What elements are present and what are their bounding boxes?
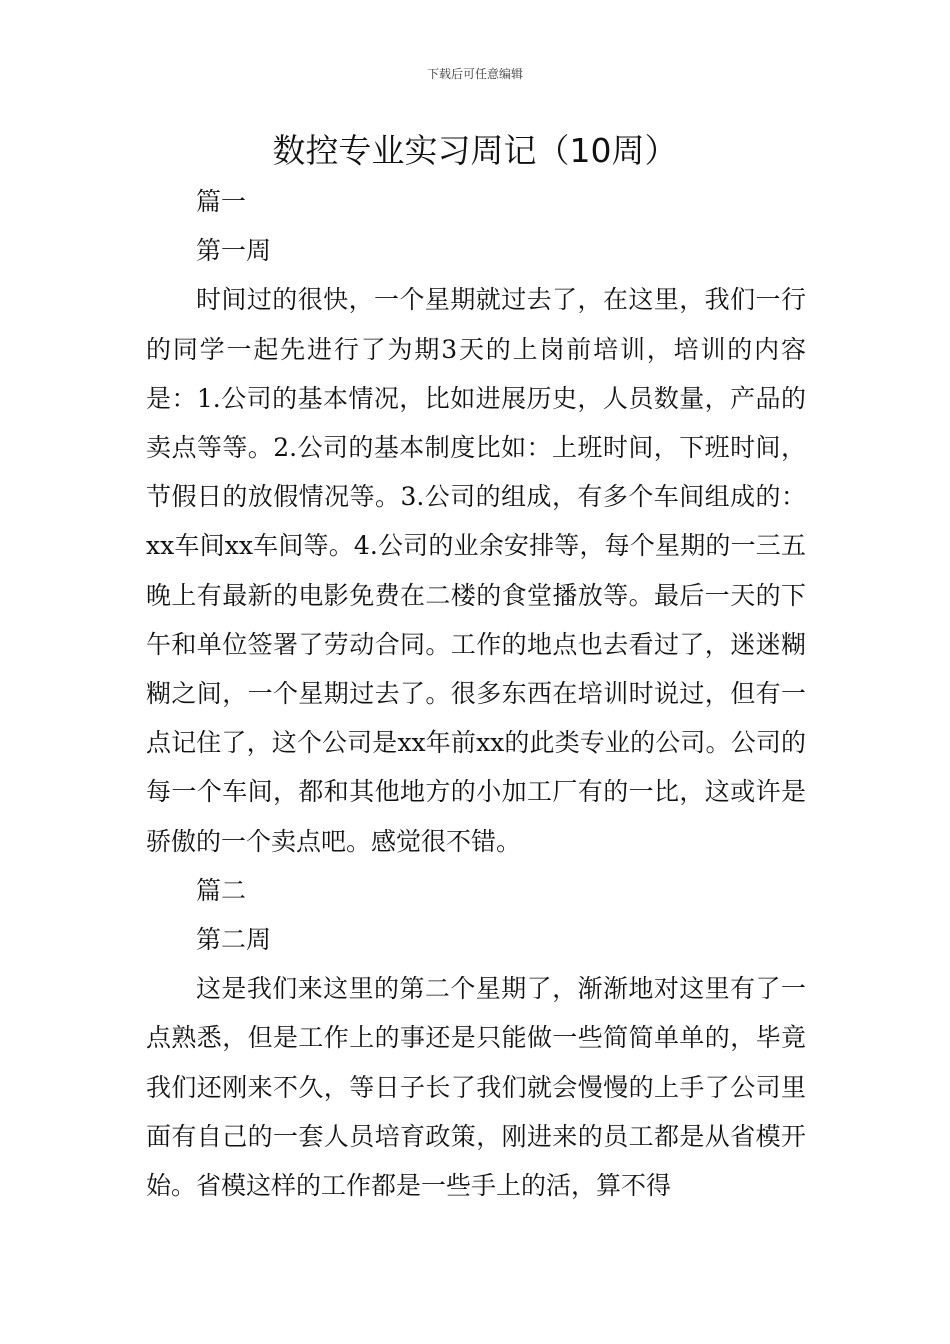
header-note: 下载后可任意编辑 xyxy=(426,67,523,81)
section-heading-week-2: 第二周 xyxy=(196,925,272,955)
paragraph-week-1: 时间过的很快，一个星期就过去了，在这里，我们一行的同学一起先进行了为期3天的上岗前培训，培训的内容是：1.公司的基本情况，比如进展历史，人员数量，产品的卖点等等。2.公司的基本制度比如：上班时间，下班时间，节假日的放假情况等。3.公司的组成，有多个车间组成的：xx车间xx车间等。4.公司的业余安排等，每个星期的一三五晚上有最新的电影免费在二楼的食堂播放等。最后一天的下午和单位签署了劳动合同。工作的地点也去看过了，迷迷糊糊之间，一个星期过去了。很多东西在培训时说过，但有一点记住了，这个公司是xx年前xx的此类专业的公司。公司的每一个车间，都和其他地方的小加工厂有的一比，这或许是骄傲的一个卖点吧。感觉很不错。 xyxy=(146,285,806,856)
page-title: 数控专业实习周记（10周） xyxy=(272,131,678,170)
section-heading-part-2: 篇二 xyxy=(196,875,247,905)
section-heading-week-1: 第一周 xyxy=(196,236,272,266)
document-body xyxy=(146,177,806,1210)
paragraph-week-2: 这是我们来这里的第二个星期了，渐渐地对这里有了一点熟悉，但是工作上的事还是只能做一些简简单单的，毕竟我们还刚来不久，等日子长了我们就会慢慢的上手了公司里面有自己的一套人员培育政策，刚进来的员工都是从省模开始。省模这样的工作都是一些手上的活，算不得 xyxy=(146,974,806,1201)
section-heading-part-1: 篇一 xyxy=(196,187,247,216)
